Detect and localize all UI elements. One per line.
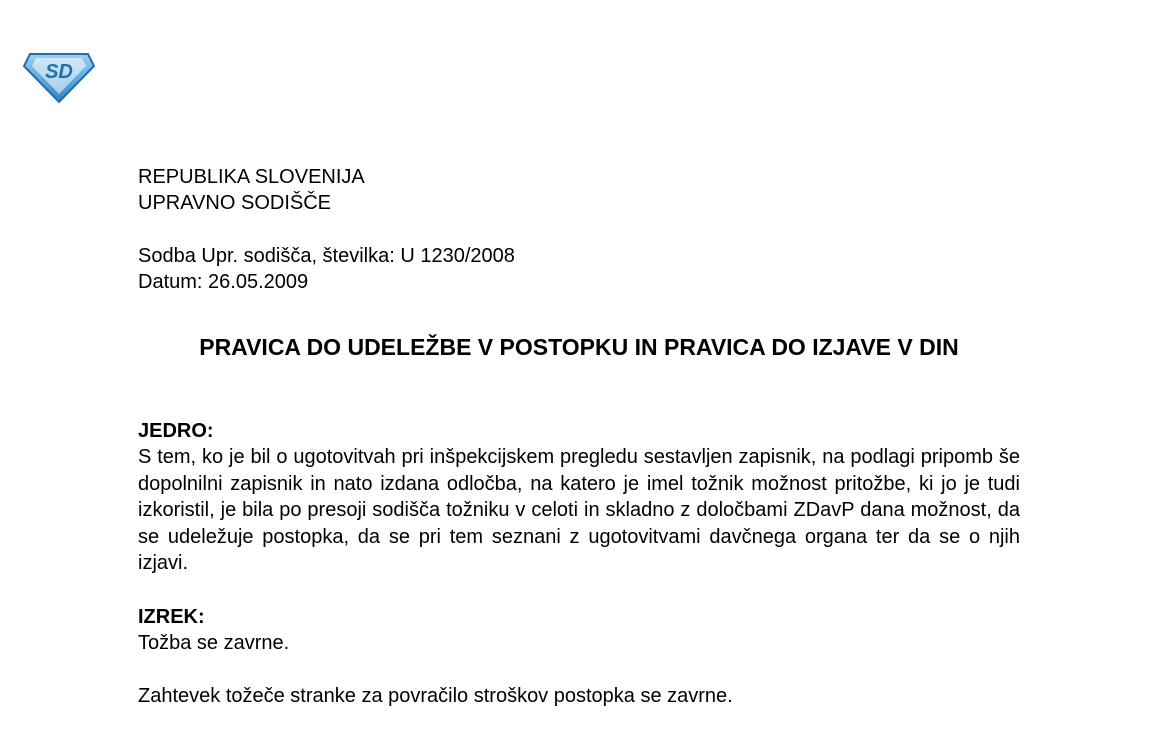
- document-title: PRAVICA DO UDELEŽBE V POSTOPKU IN PRAVICA DO IZJAVE V DIN: [199, 334, 959, 360]
- case-number: Sodba Upr. sodišča, številka: U 1230/2008: [138, 245, 515, 267]
- case-date: Datum: 26.05.2009: [138, 271, 309, 293]
- jedro-section: [138, 418, 1020, 577]
- republic-heading: REPUBLIKA SLOVENIJA: [138, 166, 365, 188]
- izrek-text: Tožba se zavrne.: [138, 631, 290, 654]
- court-heading: UPRAVNO SODIŠČE: [138, 192, 331, 214]
- izrek-label: IZREK:: [138, 605, 205, 628]
- document-body: [138, 164, 1020, 709]
- izrek-costs: Zahtevek tožeče stranke za povračilo stroškov postopka se zavrne.: [138, 684, 733, 707]
- sd-logo-icon: [22, 48, 96, 104]
- svg-text:SD: SD: [45, 61, 73, 83]
- izrek-section: [138, 604, 1020, 709]
- jedro-label: JEDRO:: [138, 420, 214, 442]
- jedro-text: S tem, ko je bil o ugotovitvah pri inšpekcijskem pregledu sestavljen zapisnik, na podlagi pripomb še dopolnilni zapisnik in nato izdana odločba, na katero je imel tožnik možnost pritožbe, ki jo je tudi izkoristil, je bila po presoji sodišča tožniku v celoti in skladno z določbami ZDavP dana možnost, da se udeležuje postopka, da se pri tem seznani z ugotovitvami davčnega organa ter da se o njih izjavi.: [138, 446, 1020, 574]
